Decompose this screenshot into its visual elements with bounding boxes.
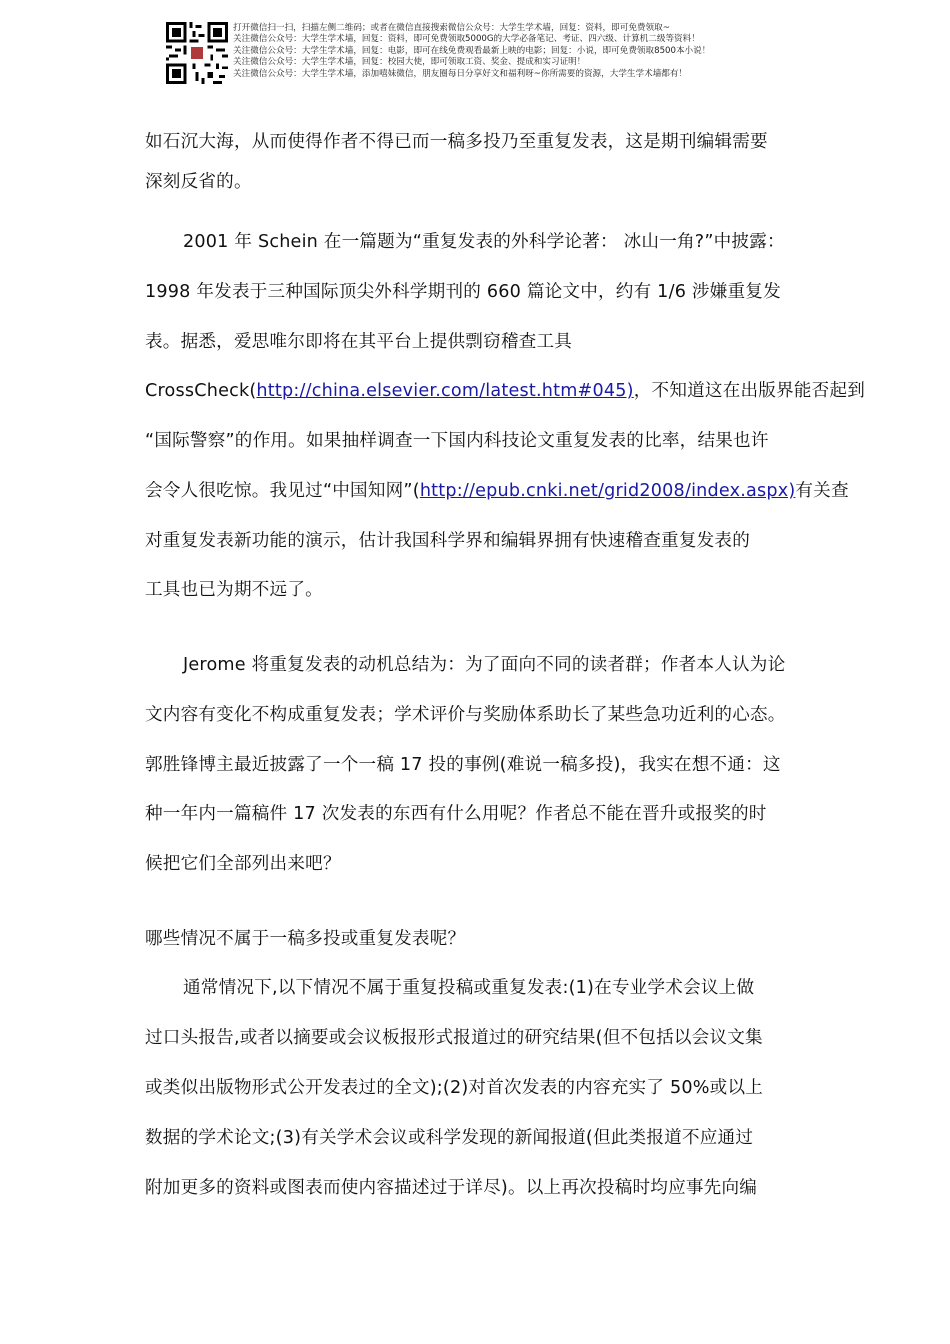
header-banner bbox=[166, 22, 766, 86]
paragraph-line: Jerome 将重复发表的动机总结为：为了面向不同的读者群；作者本人认为论 bbox=[183, 655, 786, 675]
qr-code-icon[interactable] bbox=[166, 22, 228, 84]
paragraph-line: 1998 年发表于三种国际顶尖外科学期刊的 660 篇论文中，约有 1/6 涉嫌重复发 bbox=[145, 282, 781, 302]
paragraph-line: 附加更多的资料或图表而使内容描述过于详尽)。以上再次投稿时均应事先向编 bbox=[145, 1178, 758, 1198]
paragraph-line: 对重复发表新功能的演示，估计我国科学界和编辑界拥有快速稽查重复发表的 bbox=[145, 531, 750, 551]
paragraph-line: 或类似出版物形式公开发表过的全文);(2)对首次发表的内容充实了 50%或以上 bbox=[145, 1078, 764, 1098]
section-heading: 哪些情况不属于一稿多投或重复发表呢？ bbox=[145, 929, 466, 949]
paragraph-line: 2001 年 Schein 在一篇题为“重复发表的外科学论著： 冰山一角?”中披露： bbox=[183, 232, 785, 252]
line-tail: 有关查 bbox=[795, 481, 849, 501]
paragraph-line: 文内容有变化不构成重复发表；学术评价与奖励体系助长了某些急功近利的心态。 bbox=[145, 705, 786, 725]
header-line: 关注微信公众号：大学生学术墙，回复：资料，即可免费领取5000G的大学必备笔记、考证、四六级、计算机二级等资料！ bbox=[233, 34, 700, 45]
paragraph-line: 工具也已为期不远了。 bbox=[145, 580, 323, 600]
header-line: 关注微信公众号：大学生学术墙，添加嘻妹微信，朋友圈每日分享好文和福利呀~你所需要的资源，大学生学术墙都有！ bbox=[233, 68, 688, 79]
paragraph-line: 如石沉大海，从而使得作者不得已而一稿多投乃至重复发表，这是期刊编辑需要 bbox=[145, 132, 768, 152]
paragraph-line: 数据的学术论文;(3)有关学术会议或科学发现的新闻报道(但此类报道不应通过 bbox=[145, 1128, 754, 1148]
paragraph-line: 过口头报告,或者以摘要或会议板报形式报道过的研究结果(但不包括以会议文集 bbox=[145, 1028, 763, 1048]
cnki-link[interactable]: http://epub.cnki.net/grid2008/index.aspx) bbox=[419, 481, 796, 501]
paragraph-line: “国际警察”的作用。如果抽样调查一下国内科技论文重复发表的比率，结果也许 bbox=[145, 431, 769, 451]
header-line: 关注微信公众号：大学生学术墙，回复：校园大使，即可领取工资、奖金、提成和实习证明！ bbox=[233, 57, 586, 68]
header-line: 关注微信公众号：大学生学术墙，回复：电影，即可在线免费观看最新上映的电影；回复：小说，即可免费领取8500本小说！ bbox=[233, 45, 711, 56]
paragraph-line bbox=[145, 477, 849, 502]
paragraph-line: 深刻反省的。 bbox=[145, 172, 252, 192]
header-line: 打开微信扫一扫，扫描左侧二维码；或者在微信直接搜索微信公众号：大学生学术墙，回复：资料，即可免费领取~ bbox=[233, 23, 670, 33]
paragraph-line: 通常情况下,以下情况不属于重复投稿或重复发表:(1)在专业学术会议上做 bbox=[183, 978, 755, 998]
paragraph-line: 表。据悉，爱思唯尔即将在其平台上提供剽窃稽查工具 bbox=[145, 332, 573, 352]
elsevier-link[interactable]: http://china.elsevier.com/latest.htm#045) bbox=[256, 381, 634, 401]
line-tail: ，不知道这在出版界能否起到 bbox=[633, 381, 866, 401]
paragraph-line: 郭胜锋博主最近披露了一个一稿 17 投的事例(难说一稿多投)，我实在想不通：这 bbox=[145, 755, 781, 775]
paragraph-line: 候把它们全部列出来吧？ bbox=[145, 854, 341, 874]
paragraph-line: 种一年内一篇稿件 17 次发表的东西有什么用呢？作者总不能在晋升或报奖的时 bbox=[145, 804, 767, 824]
line-head: 会令人很吃惊。我见过“中国知网”( bbox=[145, 481, 420, 501]
paragraph-line bbox=[145, 377, 865, 402]
header-text bbox=[233, 23, 710, 80]
crosscheck-label: CrossCheck( bbox=[145, 381, 257, 401]
